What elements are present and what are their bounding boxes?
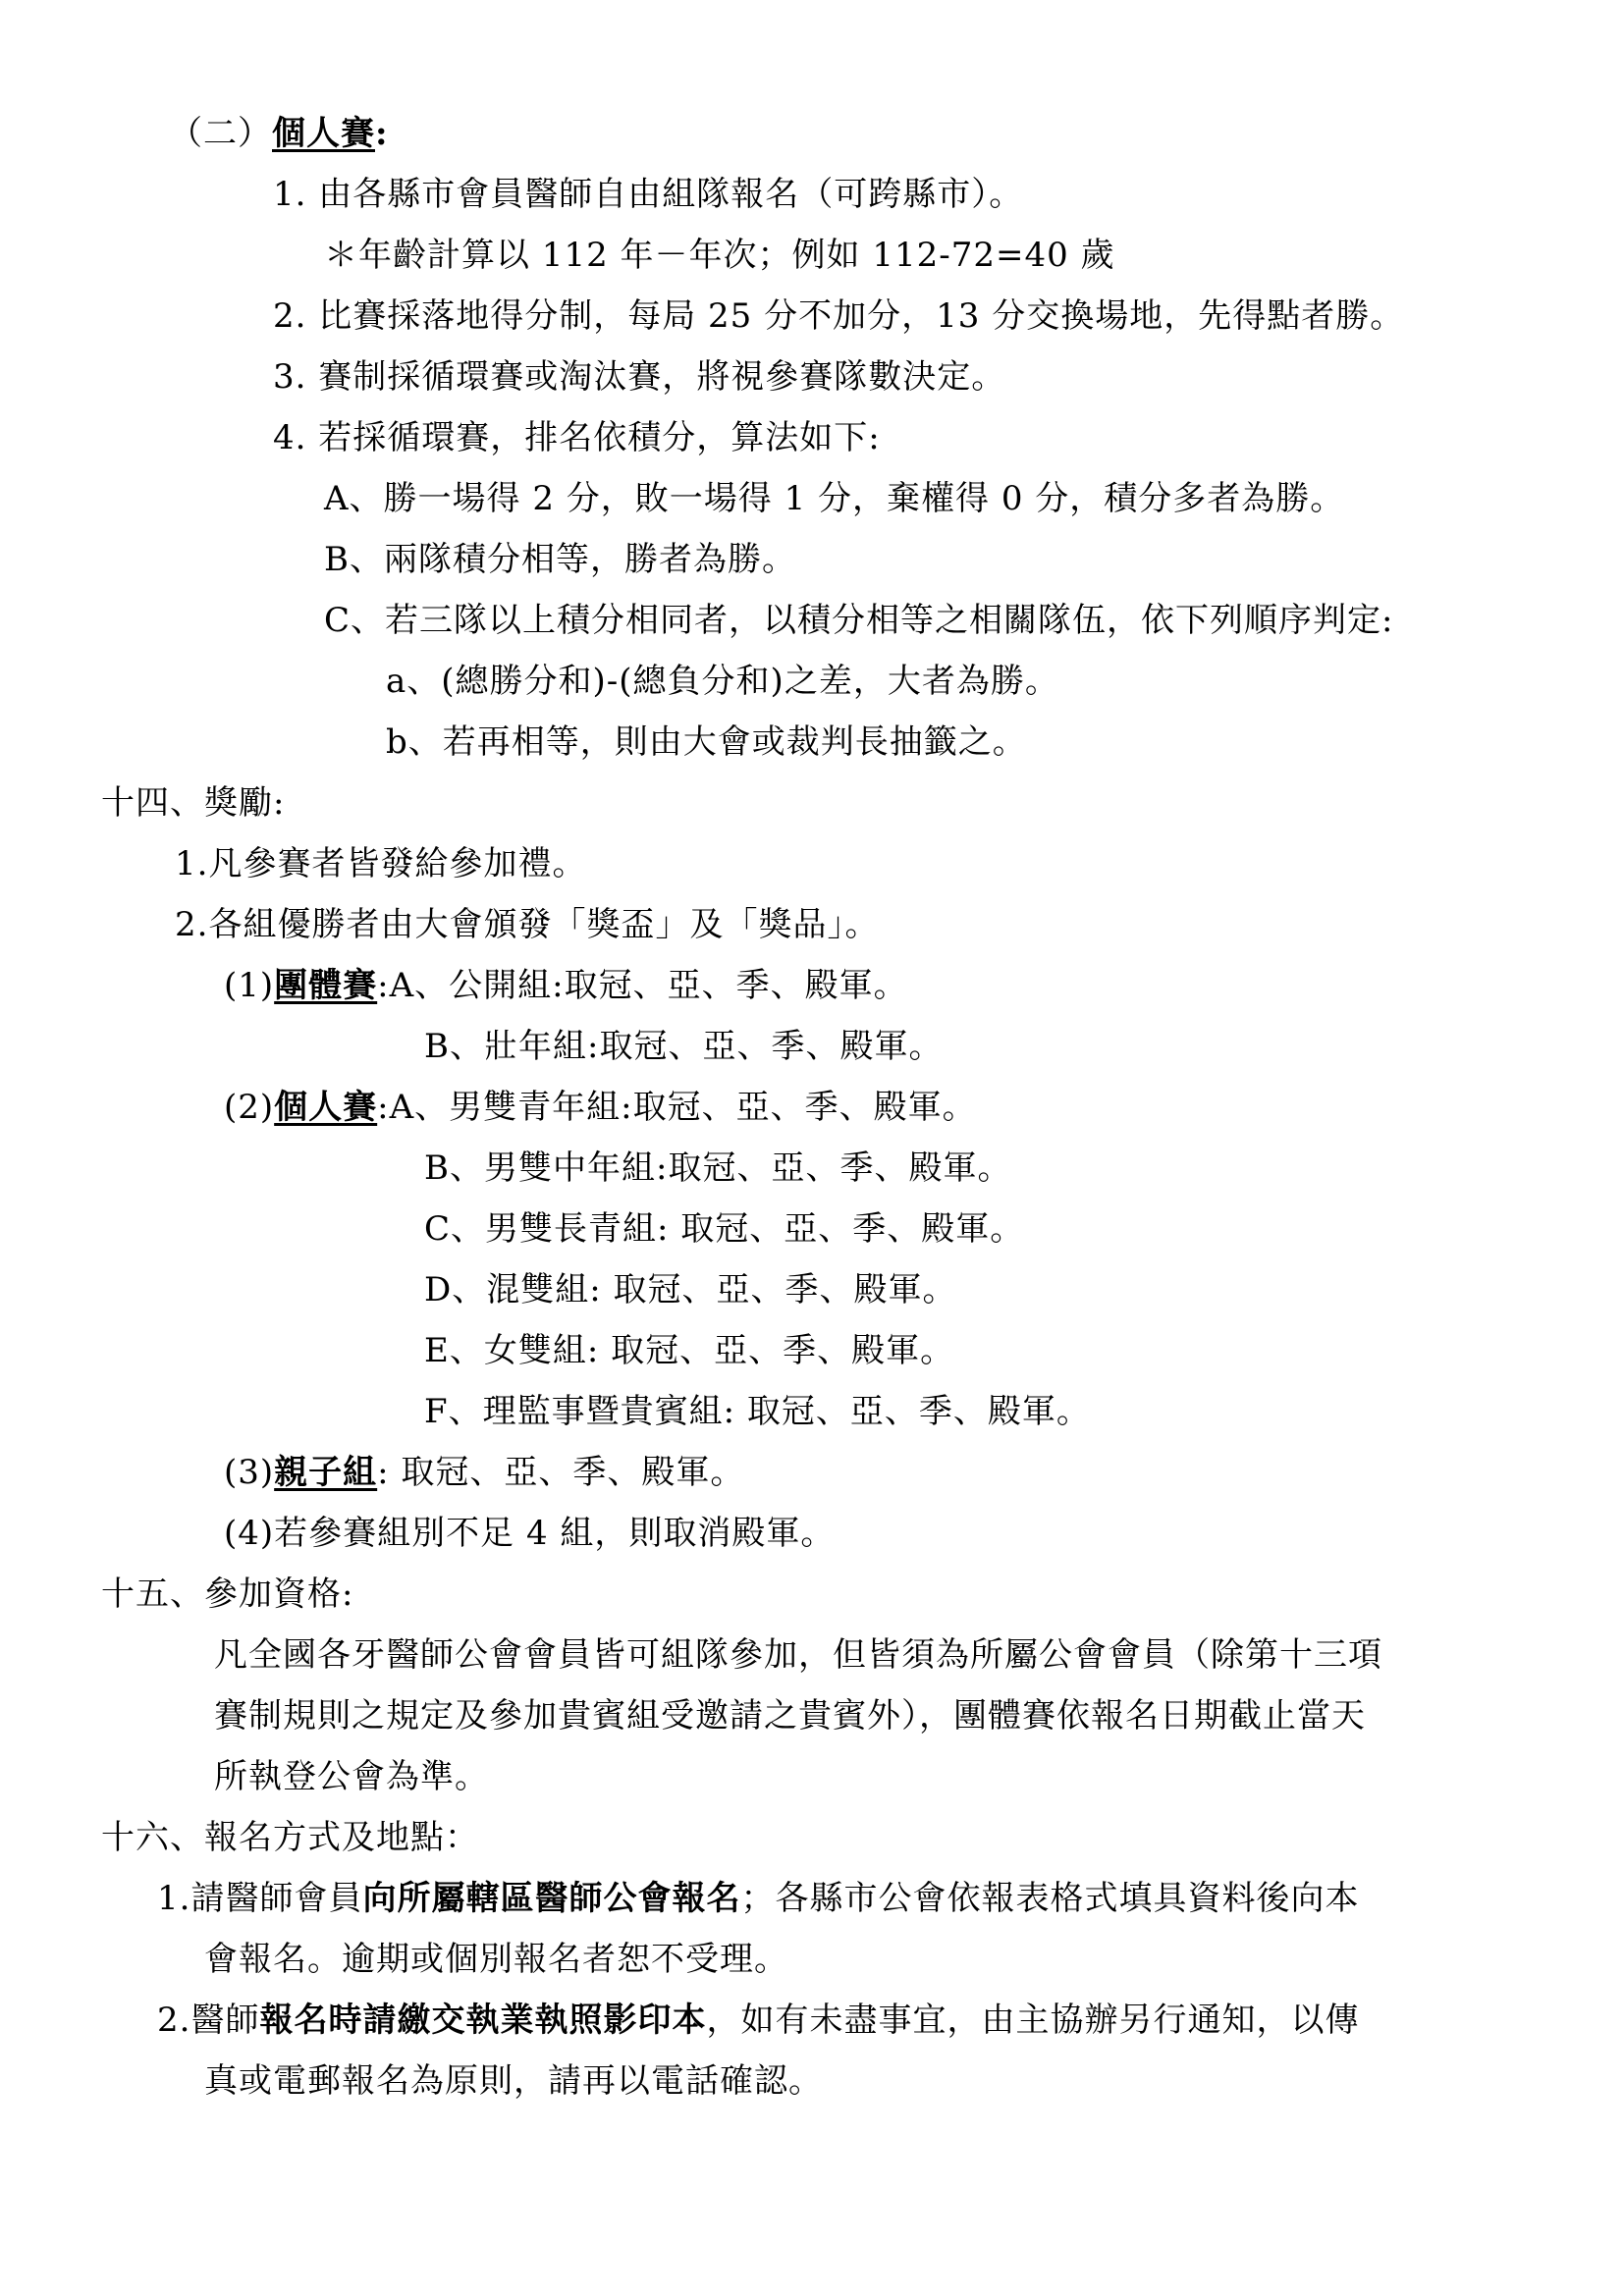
section-colon: : xyxy=(375,114,389,153)
award-family-rest: : 取冠、亞、季、殿軍。 xyxy=(377,1453,745,1492)
registration-item-2-emphasis: 報名時請繳交執業執照影印本 xyxy=(259,2001,707,2040)
award-item-1: 1.凡參賽者皆發給參加禮。 xyxy=(175,844,587,883)
registration-item-1-emphasis: 向所屬轄區醫師公會報名 xyxy=(362,1879,741,1918)
individual-item-1-note: ＊年齡計算以 112 年－年次；例如 112-72=40 歲 xyxy=(324,236,1115,275)
individual-item-3: 3. 賽制採循環賽或淘汰賽，將視參賽隊數決定。 xyxy=(273,357,1006,397)
award-individual-prefix: (2) xyxy=(224,1088,275,1127)
award-family-prefix: (3) xyxy=(224,1453,275,1492)
section-14-heading: 十四、獎勵: xyxy=(101,783,286,823)
section-heading-individual xyxy=(169,112,389,155)
registration-item-1-end: ；各縣市公會依報表格式填具資料後向本 xyxy=(740,1879,1360,1918)
award-family-title: 親子組 xyxy=(274,1453,378,1492)
individual-rule-c: C、若三隊以上積分相同者，以積分相等之相關隊伍，依下列順序判定: xyxy=(324,601,1394,640)
award-individual-title: 個人賽 xyxy=(274,1088,378,1127)
registration-item-2 xyxy=(157,1999,1359,2042)
individual-rule-b: B、兩隊積分相等，勝者為勝。 xyxy=(324,540,796,579)
award-individual-f: F、理監事暨貴賓組: 取冠、亞、季、殿軍。 xyxy=(424,1392,1091,1431)
award-individual-c: C、男雙長青組: 取冠、亞、季、殿軍。 xyxy=(424,1209,1025,1249)
individual-subrule-a: a、(總勝分和)-(總負分和)之差，大者為勝。 xyxy=(386,662,1059,701)
registration-item-1-line-2: 會報名。逾期或個別報名者恕不受理。 xyxy=(204,1940,788,1979)
award-team-title: 團體賽 xyxy=(274,966,378,1005)
eligibility-line-1: 凡全國各牙醫師公會會員皆可組隊參加，但皆須為所屬公會會員（除第十三項 xyxy=(214,1635,1382,1675)
registration-item-1-start: 1.請醫師會員 xyxy=(157,1879,363,1918)
award-team-b: B、壯年組:取冠、亞、季、殿軍。 xyxy=(424,1027,944,1066)
award-team-prefix: (1) xyxy=(224,966,275,1005)
individual-rule-a: A、勝一場得 2 分，敗一場得 1 分，棄權得 0 分，積分多者為勝。 xyxy=(324,479,1345,518)
individual-item-1: 1. 由各縣市會員醫師自由組隊報名（可跨縣市）。 xyxy=(273,175,1024,214)
award-individual-e: E、女雙組: 取冠、亞、季、殿軍。 xyxy=(424,1331,955,1370)
award-individual-b: B、男雙中年組:取冠、亞、季、殿軍。 xyxy=(424,1148,1012,1188)
award-family-line xyxy=(224,1451,744,1494)
individual-item-4: 4. 若採循環賽，排名依積分，算法如下: xyxy=(273,418,881,457)
registration-item-2-line-2: 真或電郵報名為原則，請再以電話確認。 xyxy=(204,2061,823,2101)
individual-subrule-b: b、若再相等，則由大會或裁判長抽籤之。 xyxy=(386,722,1027,762)
section-title: 個人賽 xyxy=(272,114,375,153)
section-15-heading: 十五、參加資格: xyxy=(101,1575,354,1614)
eligibility-line-2: 賽制規則之規定及參加貴賓組受邀請之貴賓外），團體賽依報名日期截止當天 xyxy=(214,1696,1366,1735)
section-prefix: （二） xyxy=(169,114,272,153)
award-individual-a: :A、男雙青年組:取冠、亞、季、殿軍。 xyxy=(377,1088,977,1127)
individual-item-2: 2. 比賽採落地得分制，每局 25 分不加分，13 分交換場地，先得點者勝。 xyxy=(273,296,1405,336)
award-item-4: (4)若參賽組別不足 4 組，則取消殿軍。 xyxy=(224,1514,836,1553)
award-team-line xyxy=(224,964,908,1007)
award-individual-d: D、混雙組: 取冠、亞、季、殿軍。 xyxy=(424,1270,957,1309)
award-team-a: :A、公開組:取冠、亞、季、殿軍。 xyxy=(377,966,908,1005)
award-item-2: 2.各組優勝者由大會頒發「獎盃」及「獎品」。 xyxy=(175,905,880,944)
eligibility-line-3: 所執登公會為準。 xyxy=(214,1757,489,1796)
registration-item-2-end: ，如有未盡事宜，由主協辦另行通知，以傳 xyxy=(706,2001,1360,2040)
registration-item-2-start: 2.醫師 xyxy=(157,2001,260,2040)
section-16-heading: 十六、報名方式及地點： xyxy=(101,1818,479,1857)
registration-item-1 xyxy=(157,1877,1359,1920)
award-individual-line xyxy=(224,1086,977,1129)
